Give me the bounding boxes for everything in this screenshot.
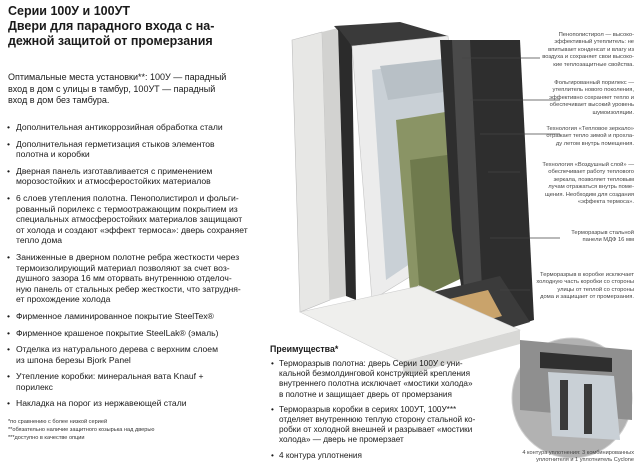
seal-detail-gasket [560,380,568,430]
intro-line-1: Оптимальные места установки**: 100У — парадный [8,72,227,82]
advantages-block [270,344,506,466]
title-line-3: дежной защитой от промерзания [8,34,213,48]
feature-item: • Фирменное ламинированное покрытие SteelTex® [6,311,272,322]
seal-caption: 4 контура уплотнения: 3 комбинированных уплотнителя и 1 уплотнитель Cyclone [522,450,634,463]
seal-detail-gasket [584,384,592,434]
feature-item: • Дополнительная антикоррозийная обработка стали [6,122,272,133]
callout-polystyrene: Пенополистирол — высоко- эффективный утеплитель: не впитывает конденсат и влагу из воздуха и сохраняет свои высоко- кие теплозащитные свойства. [542,32,634,68]
footnote-1: *по сравнению с более низкой серией [8,419,108,425]
feature-item: • Дополнительная герметизация стыков элементов полотна и коробки [6,139,272,160]
callout-heat-mirror: Технология «Тепловое зеркало» отражает тепло зимой и прохла- ду летом внутрь помещения. [546,126,634,147]
advantage-item: • Терморазрыв коробки в сериях 100УТ, 100У*** отделяет внутреннюю теплую сторону стальной ко- робки от холодной внешней и разрывает «мостики холода» — дверь не промерзает [270,405,506,446]
advantage-item: • Терморазрыв полотна: дверь Серии 100У с уни- кальной безмолдинговой конструкцией крепления внутреннего полотна исключает «мостики холода» в полотне и защищает дверь от промерзания [270,359,506,400]
advantages-list [270,359,506,461]
advantage-item: • 4 контура уплотнения [270,451,506,461]
feature-item: • Утепление коробки: минеральная вата Knauf + порилекс [6,371,272,392]
feature-item: • Заниженные в дверном полотне ребра жесткости через термоизолирующий материал позволяют за счет воз- душного зазора 16 мм оторвать внутреннюю отделоч- ную панель от стальных ребер жесткости, что затрудня- ет прохождение холода [6,252,272,305]
callout-mdf-thermal-break: Терморазрыв стальной панели МДФ 16 мм [571,230,634,244]
callout-air-layer: Технология «Воздушный слой» — обеспечивает работу теплового зеркала, позволяет тепловым лучам отражаться внутрь поме- щения. Необходим для создания «эффекта термоса». [542,162,634,206]
feature-item: • Фирменное крашеное покрытие SteelLak® (эмаль) [6,328,272,339]
feature-item: • Отделка из натурального дерева с верхним слоем из шпона березы Bjork Panel [6,344,272,365]
intro-line-2: вход в дом с улицы в тамбур, 100УТ — парадный [8,83,216,94]
feature-item: • Накладка на порог из нержавеющей стали [6,398,272,409]
intro-line-3: вход в дом без тамбура. [8,95,110,105]
advantages-title: Преимущества* [270,344,339,354]
callout-porilex: Фольгированный порилекс — утеплитель нового поколения, эффективно сохраняет тепло и обеспечивает высокий уровень шумоизоляции. [549,80,634,116]
callout-frame-thermal-break: Терморазрыв в коробке исключает холодную часть коробки со стороны улицы от теплой со стороны дома и защищает от промерзания. [536,272,634,301]
feature-item: • 6 слоев утепления полотна. Пенополистирол и фольги- рованный порилекс с термоотражающим покрытием из специальных атмосферостойких материалов защищают от холода и создают «эффект термоса»: дверь сохраняет тепло дома [6,193,272,246]
footnote-3: ***доступно в качестве опции [8,435,85,442]
footnote-2: **обязательно наличие защитного козырька над дверью [8,427,155,434]
title-line-1: Серии 100У и 100УТ [8,4,130,18]
title-line-2: Двери для парадного входа с на- [8,19,215,33]
feature-item: • Дверная панель изготавливается с применением морозостойких и атмосферостойких материалов [6,166,272,187]
